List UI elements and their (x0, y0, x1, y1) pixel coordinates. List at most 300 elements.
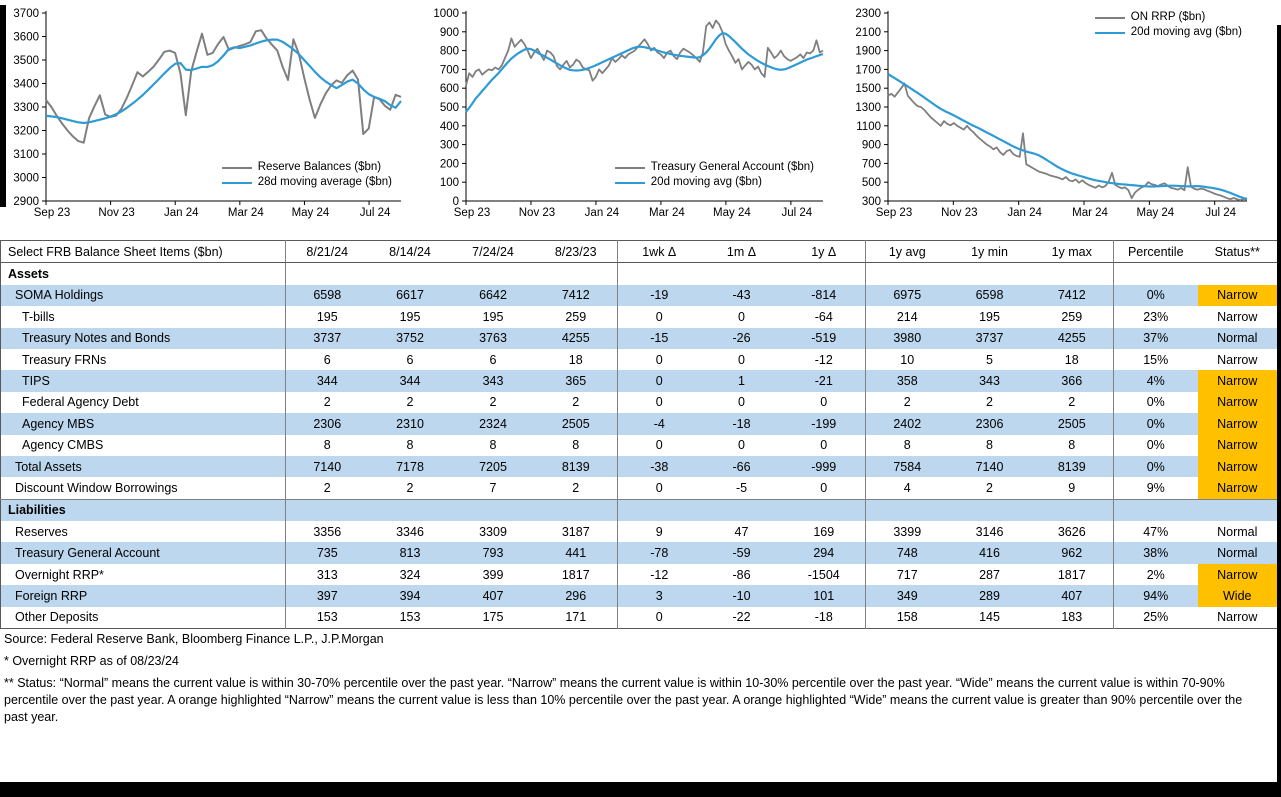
value-cell: 9 (1068, 480, 1076, 495)
value-cell: 324 (399, 567, 421, 582)
value-cell: 6975 (866, 285, 949, 306)
row-label: SOMA Holdings (1, 285, 286, 306)
svg-text:600: 600 (439, 83, 459, 96)
value-cell: 441 (535, 542, 618, 563)
value-cell (701, 499, 783, 521)
balance-sheet-table (0, 240, 1278, 629)
value-cell: 0 (738, 309, 745, 324)
value-cell: 2324 (452, 413, 535, 434)
value-cell: -4 (618, 413, 701, 434)
value-cell: 23% (1114, 306, 1198, 327)
svg-text:900: 900 (861, 139, 881, 152)
value-cell: 2 (406, 395, 414, 410)
value-cell: 717 (866, 564, 949, 585)
table-row (1, 435, 1278, 456)
value-cell: 394 (369, 585, 452, 606)
legend-label: 20d moving avg ($bn) (1130, 26, 1242, 38)
value-cell: 344 (286, 370, 369, 391)
status-cell: Narrow (1217, 309, 1258, 324)
svg-text:2100: 2100 (855, 26, 881, 39)
column-header: 1y avg (866, 241, 949, 263)
value-cell: 3187 (561, 524, 590, 539)
value-cell: 3752 (369, 328, 452, 349)
legend-item (222, 175, 392, 190)
series-line (888, 84, 1247, 201)
svg-text:1100: 1100 (856, 120, 881, 133)
table-row (1, 585, 1278, 606)
value-cell: 6 (489, 352, 497, 367)
svg-text:3100: 3100 (13, 149, 39, 161)
status-cell: Narrow (1198, 435, 1278, 456)
value-cell: 7140 (286, 456, 369, 477)
legend-line-swatch (1095, 17, 1125, 19)
table-row (1, 477, 1278, 499)
value-cell (535, 263, 618, 285)
overnight-rrp-note: * Overnight RRP as of 08/23/24 (4, 654, 179, 668)
value-cell: 7178 (369, 456, 452, 477)
svg-text:1500: 1500 (855, 83, 881, 96)
row-label: Agency CMBS (22, 438, 104, 453)
value-cell: -22 (732, 610, 751, 625)
value-cell: 2 (406, 480, 414, 495)
chart-treasury-general-account (428, 6, 828, 220)
value-cell: 10 (866, 349, 949, 370)
value-cell: 6598 (286, 285, 369, 306)
value-cell: 158 (866, 607, 949, 629)
legend-item (615, 175, 814, 190)
value-cell: 0 (738, 352, 745, 367)
legend-line-swatch (615, 167, 645, 169)
value-cell: 8 (572, 438, 580, 453)
table-row (1, 521, 1278, 542)
column-header: Status** (1198, 241, 1278, 263)
column-header: 1y max (1031, 241, 1114, 263)
value-cell: 18 (1064, 352, 1079, 367)
svg-text:2300: 2300 (855, 8, 881, 20)
value-cell: 0 (618, 607, 701, 629)
value-cell: 7205 (452, 456, 535, 477)
table-row (1, 499, 1278, 521)
value-cell: 0 (618, 349, 701, 370)
value-cell: 2 (986, 480, 993, 495)
column-header: 7/24/24 (452, 241, 535, 263)
status-cell: Narrow (1198, 413, 1278, 434)
value-cell: 15% (1114, 349, 1198, 370)
svg-text:100: 100 (439, 177, 459, 190)
value-cell: 813 (369, 542, 452, 563)
status-cell (1198, 499, 1278, 521)
value-cell: -64 (814, 309, 833, 324)
value-cell: 47 (734, 524, 749, 539)
value-cell: 8139 (1031, 456, 1114, 477)
value-cell: 793 (452, 542, 535, 563)
svg-text:Sep 23: Sep 23 (453, 207, 491, 219)
chart-reserve-balances (8, 6, 406, 220)
column-header: 8/21/24 (286, 241, 369, 263)
series-line (46, 30, 401, 143)
status-cell: Wide (1198, 585, 1278, 606)
value-cell: 7412 (535, 285, 618, 306)
row-label: Treasury FRNs (22, 352, 107, 367)
value-cell: 1817 (1057, 567, 1086, 582)
value-cell: 101 (783, 585, 866, 606)
table-row (1, 285, 1278, 306)
status-cell: Narrow (1198, 392, 1278, 413)
svg-text:1300: 1300 (855, 102, 881, 114)
svg-text:Jul 24: Jul 24 (781, 207, 813, 219)
svg-text:200: 200 (439, 158, 459, 171)
value-cell: 6617 (369, 285, 452, 306)
value-cell: 8 (1068, 438, 1076, 453)
value-cell: 38% (1114, 542, 1198, 563)
value-cell: 8 (489, 438, 497, 453)
legend-item (615, 160, 814, 175)
value-cell: 0 (738, 395, 745, 410)
row-label: Total Assets (1, 456, 286, 477)
svg-text:Jul 24: Jul 24 (1205, 207, 1237, 219)
row-label: Other Deposits (15, 610, 99, 625)
value-cell: 2 (286, 392, 369, 413)
status-cell: Narrow (1198, 285, 1278, 306)
value-cell: -12 (814, 352, 833, 367)
value-cell: 4255 (1031, 328, 1114, 349)
row-label: Assets (8, 267, 49, 282)
value-cell: 0 (618, 370, 701, 391)
value-cell: 8 (286, 435, 369, 456)
table-row (1, 564, 1278, 585)
table-row (1, 263, 1278, 285)
value-cell: 0 (618, 392, 701, 413)
value-cell: 343 (452, 370, 535, 391)
svg-text:May 24: May 24 (1136, 207, 1175, 219)
value-cell: 259 (565, 309, 587, 324)
svg-text:3500: 3500 (13, 55, 39, 67)
table-row (1, 542, 1278, 563)
value-cell: 195 (482, 309, 504, 324)
legend-item (1095, 10, 1242, 25)
svg-text:1000: 1000 (433, 8, 459, 20)
svg-text:Jan 24: Jan 24 (163, 207, 199, 219)
value-cell (1031, 499, 1114, 521)
value-cell: 0 (820, 480, 828, 495)
value-cell: 2 (986, 395, 993, 410)
value-cell: 1817 (561, 567, 590, 582)
value-cell: -66 (701, 456, 783, 477)
value-cell: -43 (701, 285, 783, 306)
value-cell: 349 (866, 585, 949, 606)
row-label: Discount Window Borrowings (15, 480, 178, 495)
value-cell: 0% (1114, 435, 1198, 456)
svg-text:1700: 1700 (855, 64, 881, 77)
value-cell: 8 (406, 438, 414, 453)
legend-line-swatch (222, 182, 252, 184)
svg-text:400: 400 (439, 120, 459, 133)
status-cell: Narrow (1217, 610, 1258, 625)
legend-label: Reserve Balances ($bn) (257, 161, 382, 173)
column-header: 8/23/23 (535, 241, 618, 263)
value-cell: 7140 (949, 456, 1031, 477)
value-cell (783, 263, 866, 285)
value-cell: 313 (286, 564, 369, 585)
status-definition-note: ** Status: “Normal” means the current value is within 30-70% percentile over the past year. “Narrow” means the current value is within 10-30% percentile over the past year. “Wide” means the current value is within 70-90% percentile over the past year. A orange highlighted “Narrow” means the current value is less than 10% percentile over the past year. A orange highlighted “Wide” means the current value is greater than 90% percentile over the past year. (4, 676, 1243, 724)
value-cell: -86 (732, 567, 751, 582)
value-cell: 2 (866, 392, 949, 413)
svg-text:0: 0 (452, 196, 459, 208)
value-cell: 0 (618, 435, 701, 456)
value-cell (452, 263, 535, 285)
value-cell: 2 (489, 395, 497, 410)
chart-legend (615, 160, 814, 190)
svg-text:500: 500 (861, 177, 881, 190)
row-label: Agency MBS (1, 413, 286, 434)
value-cell: 0 (820, 438, 828, 453)
value-cell: 2% (1114, 564, 1198, 585)
value-cell: 47% (1114, 521, 1198, 542)
svg-text:Sep 23: Sep 23 (875, 207, 913, 219)
value-cell: 4 (866, 477, 949, 499)
value-cell (369, 263, 452, 285)
svg-text:3000: 3000 (13, 172, 39, 185)
svg-text:500: 500 (439, 102, 459, 114)
value-cell: 214 (866, 306, 949, 327)
value-cell: -38 (618, 456, 701, 477)
value-cell: 1 (701, 370, 783, 391)
series-line (466, 33, 823, 112)
value-cell: 3626 (1057, 524, 1086, 539)
status-cell: Narrow (1198, 564, 1278, 585)
value-cell: 7584 (866, 456, 949, 477)
value-cell: 9% (1114, 477, 1198, 499)
status-cell: Narrow (1217, 352, 1258, 367)
svg-text:Mar 24: Mar 24 (1072, 207, 1108, 219)
svg-text:300: 300 (861, 196, 881, 208)
row-label: Liabilities (1, 499, 286, 521)
value-cell: 2 (572, 395, 580, 410)
value-cell: 407 (1031, 585, 1114, 606)
legend-label: 20d moving avg ($bn) (650, 176, 763, 188)
status-cell: Narrow (1198, 370, 1278, 391)
value-cell (452, 499, 535, 521)
value-cell (369, 499, 452, 521)
value-cell: 2310 (369, 413, 452, 434)
svg-text:2900: 2900 (13, 196, 39, 208)
value-cell: 169 (813, 524, 835, 539)
value-cell (949, 499, 1031, 521)
svg-text:Mar 24: Mar 24 (227, 207, 264, 219)
value-cell: 358 (866, 370, 949, 391)
svg-text:900: 900 (439, 26, 459, 39)
value-cell: 3980 (866, 328, 949, 349)
value-cell (618, 263, 701, 285)
row-label: Treasury Notes and Bonds (1, 328, 286, 349)
svg-text:300: 300 (439, 139, 459, 152)
legend-label: Treasury General Account ($bn) (650, 161, 814, 173)
table-row (1, 607, 1278, 629)
value-cell: 344 (369, 370, 452, 391)
value-cell (783, 499, 866, 521)
value-cell: 407 (452, 585, 535, 606)
value-cell: 6 (286, 349, 369, 370)
legend-line-swatch (615, 182, 645, 184)
value-cell: 0 (618, 477, 701, 499)
value-cell: 4255 (535, 328, 618, 349)
legend-label: ON RRP ($bn) (1130, 11, 1206, 23)
value-cell: 343 (949, 370, 1031, 391)
value-cell: 7 (489, 480, 497, 495)
svg-text:3600: 3600 (13, 31, 39, 44)
legend-item (222, 160, 392, 175)
svg-text:800: 800 (439, 45, 459, 58)
legend-line-swatch (1095, 32, 1125, 34)
svg-text:Nov 23: Nov 23 (98, 207, 135, 219)
svg-text:Jan 24: Jan 24 (584, 207, 620, 219)
legend-line-swatch (222, 167, 252, 169)
value-cell: 0% (1114, 285, 1198, 306)
column-header: 1m Δ (701, 241, 783, 263)
value-cell: 2 (572, 480, 580, 495)
svg-text:3700: 3700 (13, 8, 39, 20)
value-cell (618, 499, 701, 521)
value-cell: 294 (783, 542, 866, 563)
footnotes (4, 631, 1259, 732)
value-cell: 195 (979, 309, 1000, 324)
table-row (1, 392, 1278, 413)
value-cell: 25% (1114, 607, 1198, 629)
status-cell: Narrow (1198, 477, 1278, 499)
svg-text:3400: 3400 (13, 78, 39, 91)
value-cell: 8139 (535, 456, 618, 477)
svg-text:Nov 23: Nov 23 (941, 207, 978, 219)
table-row (1, 306, 1278, 327)
row-label: Treasury General Account (1, 542, 286, 563)
status-cell (1198, 263, 1278, 285)
value-cell: 4% (1114, 370, 1198, 391)
table-row (1, 370, 1278, 391)
value-cell: 153 (399, 610, 421, 625)
value-cell: 171 (565, 610, 587, 625)
value-cell: 3 (618, 585, 701, 606)
column-header: 8/14/24 (369, 241, 452, 263)
value-cell: 962 (1031, 542, 1114, 563)
value-cell: 6642 (452, 285, 535, 306)
value-cell: 3737 (949, 328, 1031, 349)
value-cell: 195 (399, 309, 421, 324)
value-cell: 259 (1061, 309, 1083, 324)
status-cell: Normal (1198, 328, 1278, 349)
value-cell: 8 (866, 435, 949, 456)
value-cell: 289 (949, 585, 1031, 606)
value-cell: 0% (1114, 456, 1198, 477)
series-line (46, 40, 401, 123)
table-header-row (1, 241, 1278, 263)
value-cell: 366 (1031, 370, 1114, 391)
value-cell (701, 263, 783, 285)
chart-on-rrp (850, 6, 1252, 220)
value-cell: 2306 (286, 413, 369, 434)
chart-legend (222, 160, 392, 190)
value-cell: 2505 (1031, 413, 1114, 434)
value-cell (1114, 263, 1198, 285)
value-cell (286, 263, 369, 285)
value-cell: 2402 (866, 413, 949, 434)
value-cell: 2 (1068, 395, 1076, 410)
value-cell: 195 (286, 306, 369, 327)
value-cell: 2505 (535, 413, 618, 434)
value-cell: 3356 (286, 521, 369, 542)
svg-text:Jul 24: Jul 24 (359, 207, 391, 219)
value-cell: 0 (738, 438, 745, 453)
value-cell: 6598 (949, 285, 1031, 306)
value-cell: 183 (1061, 610, 1083, 625)
value-cell: 399 (482, 567, 504, 582)
svg-text:1900: 1900 (855, 45, 881, 58)
value-cell: -199 (783, 413, 866, 434)
value-cell: 2 (286, 477, 369, 499)
value-cell (1114, 499, 1198, 521)
value-cell: 175 (482, 610, 504, 625)
value-cell: 0% (1114, 392, 1198, 413)
svg-text:3300: 3300 (13, 102, 39, 114)
value-cell: -18 (814, 610, 833, 625)
right-edge-bar (1277, 25, 1281, 797)
column-header: 1wk Δ (618, 241, 701, 263)
value-cell: 3399 (866, 521, 949, 542)
value-cell: -999 (783, 456, 866, 477)
column-header: 1y Δ (783, 241, 866, 263)
value-cell: -519 (783, 328, 866, 349)
row-label: TIPS (1, 370, 286, 391)
value-cell: 6 (406, 352, 414, 367)
legend-label: 28d moving average ($bn) (257, 176, 392, 188)
left-edge-bar (0, 5, 6, 207)
table-row (1, 328, 1278, 349)
value-cell: 0% (1114, 413, 1198, 434)
table-row (1, 413, 1278, 434)
series-line (888, 74, 1247, 199)
value-cell: 2306 (949, 413, 1031, 434)
column-header: 1y min (949, 241, 1031, 263)
value-cell: 0 (820, 395, 828, 410)
status-cell: Narrow (1198, 456, 1278, 477)
value-cell: 153 (286, 607, 369, 629)
row-label: Overnight RRP* (15, 567, 104, 582)
svg-text:May 24: May 24 (291, 207, 330, 219)
value-cell: 735 (286, 542, 369, 563)
table-row (1, 349, 1278, 370)
value-cell (949, 263, 1031, 285)
value-cell: -59 (701, 542, 783, 563)
value-cell: -26 (701, 328, 783, 349)
value-cell: 5 (986, 352, 993, 367)
svg-text:3200: 3200 (13, 125, 39, 138)
chart-legend (1095, 10, 1242, 40)
svg-text:May 24: May 24 (713, 207, 751, 219)
value-cell: -814 (783, 285, 866, 306)
value-cell: 748 (866, 542, 949, 563)
value-cell: 94% (1114, 585, 1198, 606)
value-cell: 365 (535, 370, 618, 391)
column-header: Select FRB Balance Sheet Items ($bn) (1, 241, 286, 263)
value-cell: -5 (735, 480, 748, 495)
value-cell: 287 (979, 567, 1000, 582)
value-cell: 3737 (286, 328, 369, 349)
value-cell (1031, 263, 1114, 285)
value-cell: 0 (618, 306, 701, 327)
value-cell: 37% (1114, 328, 1198, 349)
row-label: T-bills (22, 309, 55, 324)
row-label: Federal Agency Debt (22, 395, 139, 410)
value-cell: 296 (535, 585, 618, 606)
